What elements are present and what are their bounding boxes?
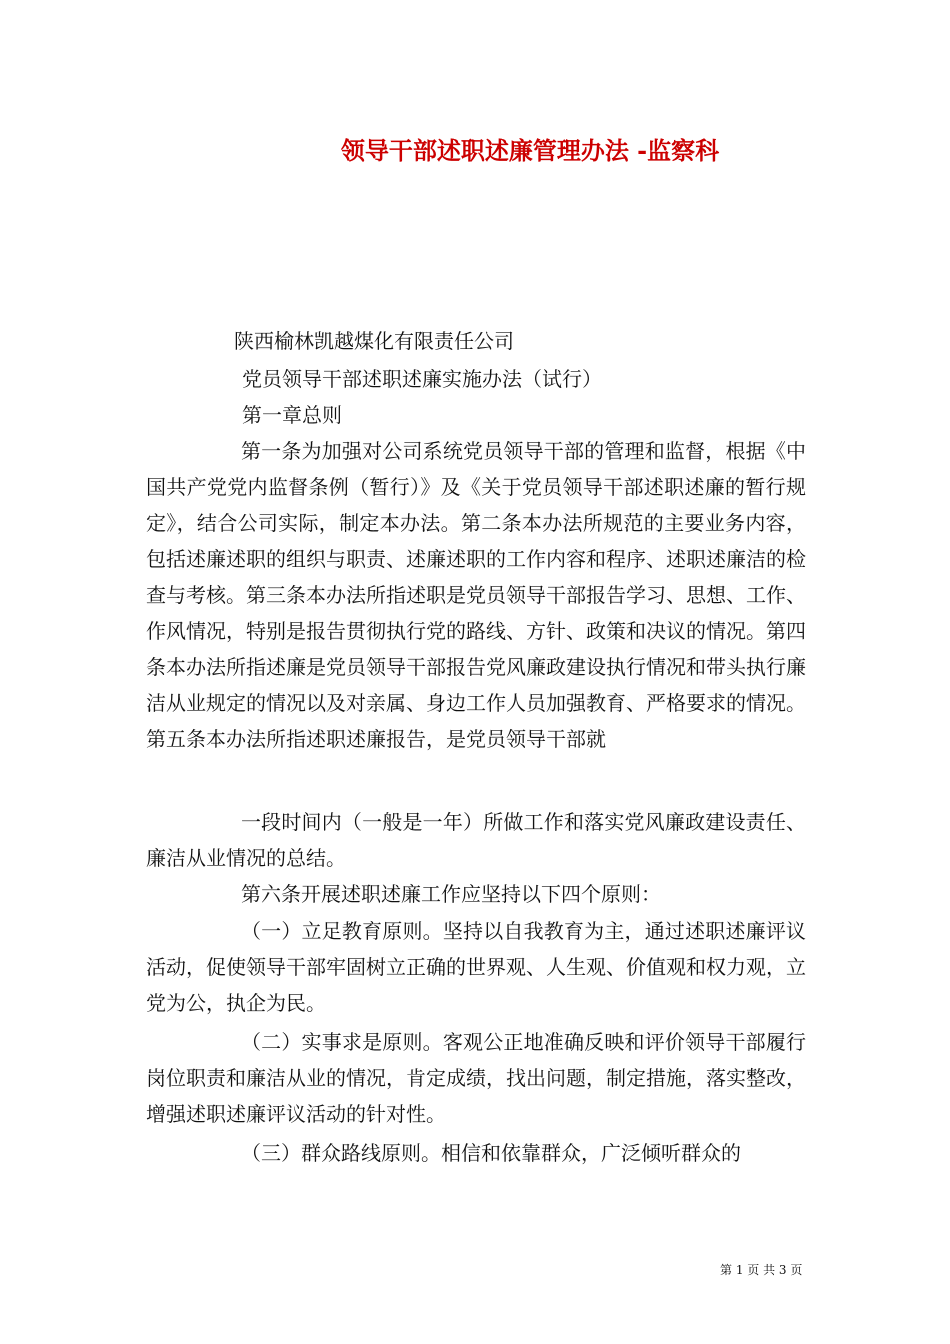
body-paragraph-6: （三）群众路线原则。相信和依靠群众，广泛倾听群众的 xyxy=(241,1141,741,1165)
body-paragraph-2: 一段时间内（一般是一年）所做工作和落实党风廉政建设责任、廉洁从业情况的总结。 xyxy=(146,810,806,870)
body-paragraph-4: （一）立足教育原则。坚持以自我教育为主，通过述职述廉评议活动，促使领导干部牢固树立正确的世界观、人生观、价值观和权力观，立党为公，执企为民。 xyxy=(146,919,806,1015)
body-paragraph-1: 第一条为加强对公司系统党员领导干部的管理和监督，根据《中国共产党党内监督条例（暂行）》及《关于党员领导干部述职述廉的暂行规定》，结合公司实际，制定本办法。第二条本办法所规范的主要业务内容，包括述廉述职的组织与职责、述廉述职的工作内容和程序、述职述廉洁的检查与考核。第三条本办法所指述职是党员领导干部报告学习、思想、工作、作风情况，特别是报告贯彻执行党的路线、方针、政策和决议的情况。第四条本办法所指述廉是党员领导干部报告党风廉政建设执行情况和带头执行廉洁从业规定的情况以及对亲属、身边工作人员加强教育、严格要求的情况。第五条本办法所指述职述廉报告，是党员领导干部就 xyxy=(146,439,806,751)
company-name: 陕西榆林凯越煤化有限责任公司 xyxy=(234,329,514,353)
body-paragraph-3: 第六条开展述职述廉工作应坚持以下四个原则： xyxy=(241,882,661,906)
body-paragraph-5: （二）实事求是原则。客观公正地准确反映和评价领导干部履行岗位职责和廉洁从业的情况，肯定成绩，找出问题，制定措施，落实整改，增强述职述廉评议活动的针对性。 xyxy=(146,1030,806,1126)
page-number: 第 1 页 共 3 页 xyxy=(720,1263,803,1277)
chapter-heading: 第一章总则 xyxy=(242,403,342,427)
document-subtitle: 党员领导干部述职述廉实施办法（试行） xyxy=(242,367,602,391)
document-title: 领导干部述职述廉管理办法 -监察科 xyxy=(340,136,720,165)
